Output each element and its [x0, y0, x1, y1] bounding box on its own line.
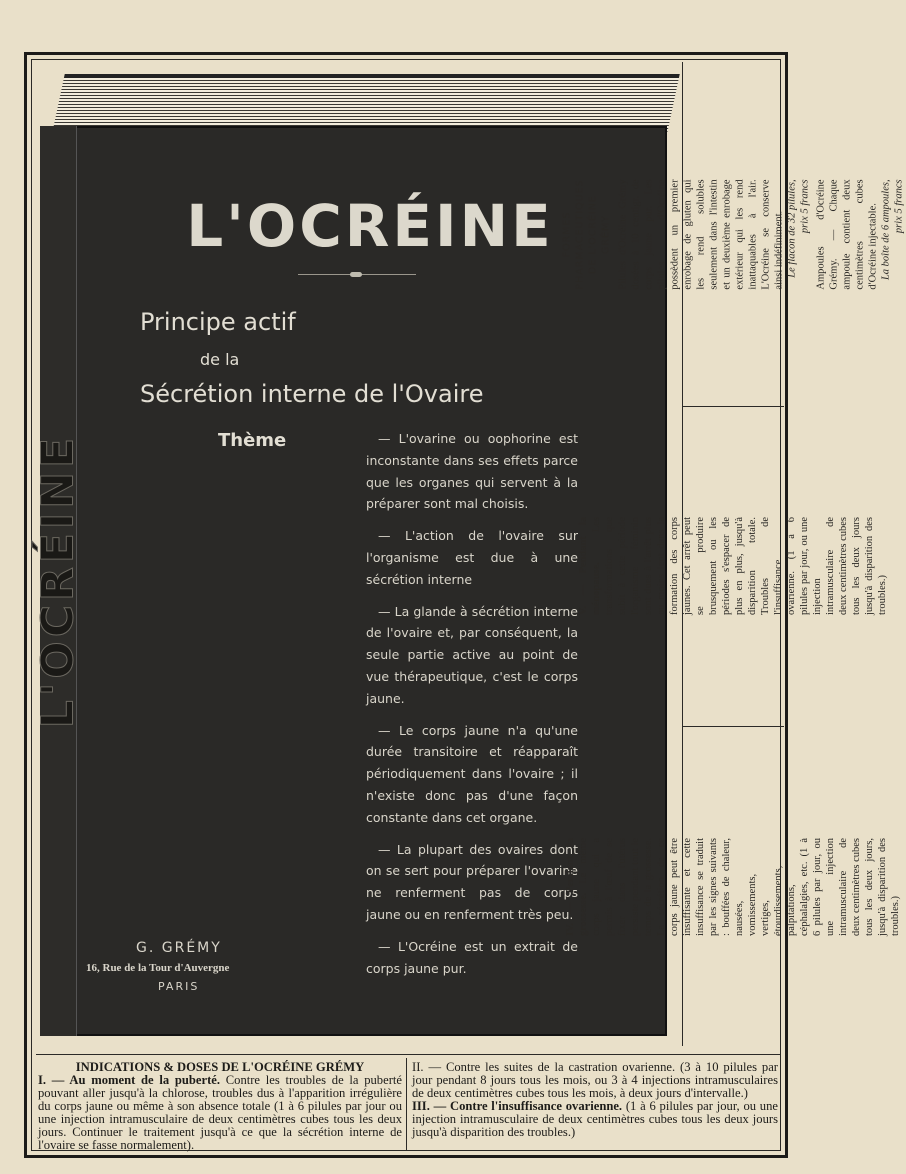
formes-pilules: Pilules d'Ocréine Grémy dosées à 10 centigr. de corps jaune pur. Les pilules d'Ocréine possèdent un premier enrobage de gluten qui les rend solubles seulement dans l'intestin et un deuxième enrobage extérieur qui les rend inattaquables à l'air. L'Ocréine se conserve ainsi indéfiniment.	[617, 178, 785, 290]
bottom-left-column	[38, 1061, 402, 1152]
secretion-heading: Sécrétion interne de l'Ovaire	[140, 380, 484, 408]
book-pages-edge	[52, 74, 680, 134]
section-divider	[682, 406, 784, 407]
puberte-heading: I. — Au moment de la puberté.	[38, 1073, 221, 1087]
principe-actif: Principe actif	[140, 308, 296, 336]
theme-paragraph: — La plupart des ovaires dont on se sert pour préparer l'ovarine ne renferment pas de corps jaune ou en renferment très peu.	[366, 841, 578, 922]
menopause-text: Les transformations que subit à cette période l'organisme féminin sont dues à l'arrêt plus ou moins lent dans la formation des corps jaunes. Cet arrêt peut se produire brusquement ou les périodes s'espacer de plus en plus, jusqu'à disparition totale. Troubles de l'insuffisance ovarienne. (1 à 6 pilules par jour, ou une injection intramusculaire de deux centimètres cubes tous les deux jours jusqu'à disparition des troubles.)	[591, 517, 888, 615]
formes-ampoules-price: La boîte de 6 ampoules, prix 5 francs	[880, 178, 905, 280]
castration-text: II. — Contre les suites de la castration ovarienne. (3 à 10 pilules par jour pendant 8 jours tous les mois, ou 3 à 4 injections intramusculaires de deux centimètres cubes tous les mois, à deux jours d'intervalle.)	[412, 1060, 778, 1100]
puberte-text: Contre les troubles de la puberté pouvant aller jusqu'à la chlorose, troubles dus à l'apparition irrégulière du corps jaune ou même à son absence totale (1 à 6 pilules par jour ou une injection intramusculaire de deux centimètres cubes tous les deux jours. Continuer le traitement jusqu'à ce que la sécrétion interne de l'ovaire se fasse normalement).	[38, 1073, 402, 1152]
cover-title: L'OCRÉINE	[186, 192, 554, 260]
title-rule-ornament	[350, 272, 362, 277]
bottom-rule	[36, 1054, 781, 1055]
section-divider	[682, 726, 784, 727]
theme-paragraph: — L'ovarine ou oophorine est inconstante dans ses effets parce que les organes qui servent à la préparer sont mal choisis.	[366, 431, 578, 512]
theme-body	[366, 428, 578, 989]
author-city: PARIS	[158, 980, 200, 993]
grossesse-heading: IV. — Pendant la grossesse.	[565, 838, 589, 936]
insuffisance-heading: III. — Contre l'insuffisance ovarienne.	[412, 1099, 623, 1113]
grossesse-text: Le même corps jaune qui a permis à l'œuf de se fixer dans l'utérus persiste pendant tout le temps de la grossesse. La sécrétion de ce corps jaune peut être insuffisante et cette insuffisance se traduit par les signes suivants : bouffées de chaleur, nausées, vomissements, vertiges, étourdissements, palpitations, céphalalgies, etc. (1 à 6 pilules par jour, ou une injection intramusculaire de deux centimètres cubes tous les deux jours, jusqu'à disparition des troubles.)	[578, 838, 901, 936]
theme-label: Thème	[218, 430, 287, 451]
formes-column	[561, 64, 905, 404]
spine-title: L'OCRÉINE	[32, 433, 84, 729]
de-la: de la	[200, 350, 240, 369]
bottom-right-column	[412, 1061, 778, 1139]
formes-ampoules: Ampoules d'Ocréine Grémy. — Chaque ampoule contient deux centimètres cubes d'Ocréine injectable.	[815, 178, 879, 290]
book-spine	[32, 126, 84, 1036]
theme-paragraph: — L'action de l'ovaire sur l'organisme est due à une sécrétion interne	[366, 528, 578, 587]
insuffisance-text: (1 à 6 pilules par jour, ou une injection intramusculaire de deux centimètres cubes tous les deux jours jusqu'à disparition des troubles.)	[412, 1099, 778, 1139]
menopause-column	[578, 408, 888, 724]
theme-paragraph: — L'Ocréine est un extrait de corps jaune pur.	[366, 938, 578, 976]
theme-paragraph: — Le corps jaune n'a qu'une durée transitoire et réapparaît périodiquement dans l'ovaire ; il n'existe donc pas d'une façon constante dans cet organe.	[366, 722, 578, 825]
author-address: 16, Rue de la Tour d'Auvergne	[86, 962, 230, 974]
bottom-column-divider	[406, 1058, 407, 1150]
indications-heading: INDICATIONS & DOSES DE L'OCRÉINE GRÉMY	[75, 1060, 365, 1074]
author-name: G. GRÉMY	[136, 940, 222, 956]
formes-pilules-price: Le flacon de 32 pilules, prix 5 francs	[786, 178, 811, 278]
menopause-heading: V. — Pendant la ménopause.	[578, 517, 602, 615]
formes-title: FORMES PHARMACEUTIQUES DE L'OCRÉINE GRÉMY	[561, 178, 612, 290]
grossesse-column	[565, 728, 901, 1046]
theme-paragraph: — La glande à sécrétion interne de l'ovaire et, par conséquent, la seule partie active au point de vue thérapeutique, c'est le corps jaune.	[366, 603, 578, 706]
